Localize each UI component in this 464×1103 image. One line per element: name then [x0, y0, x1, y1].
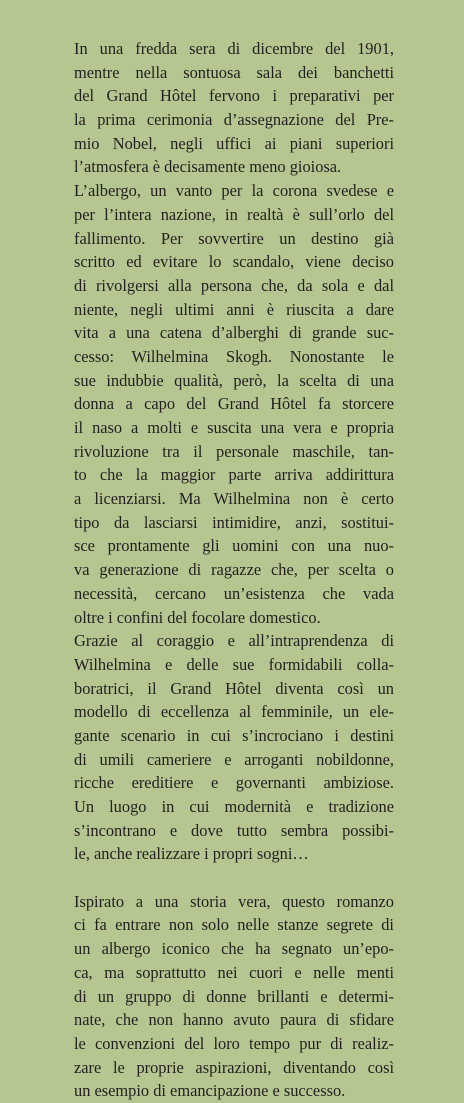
text-line: Wilhelmina e delle sue formidabili colla-	[74, 654, 394, 674]
text-line: boratrici, il Grand Hôtel diventa così un	[74, 678, 394, 698]
blurb-paragraph-1	[74, 37, 394, 866]
text-line: In una fredda sera di dicembre del 1901,	[74, 39, 394, 58]
text-line: niente, negli ultimi anni è riuscita a dare	[74, 299, 394, 319]
text-line: di un gruppo di donne brillanti e determi-	[74, 986, 394, 1006]
paragraph-spacer	[74, 866, 394, 890]
text-line: ca, ma soprattutto nei cuori e nelle menti	[74, 962, 394, 982]
text-line: Ispirato a una storia vera, questo romanzo	[74, 891, 394, 911]
text-line: le, anche realizzare i propri sogni…	[74, 844, 309, 864]
blurb-paragraph-2	[74, 890, 394, 1103]
text-line: fallimento. Per sovvertire un destino già	[74, 228, 394, 248]
text-line: L’albergo, un vanto per la corona svedese e	[74, 181, 394, 201]
text-line: to che la maggior parte arriva addirittura	[74, 465, 394, 485]
text-line: del Grand Hôtel fervono i preparativi per	[74, 86, 394, 106]
text-line: scritto ed evitare lo scandalo, viene deciso	[74, 252, 394, 272]
text-line: Un luogo in cui modernità e tradizione	[74, 797, 394, 816]
text-line: l’atmosfera è decisamente meno gioiosa.	[74, 157, 342, 177]
text-line: zare le proprie aspirazioni, diventando così	[74, 1057, 394, 1077]
text-line: s’incontrano e dove tutto sembra possibi-	[74, 820, 394, 840]
text-line: necessità, cercano un’esistenza che vada	[74, 583, 394, 603]
text-line: sce prontamente gli uomini con una nuo-	[74, 536, 394, 556]
text-line: vita a una catena d’alberghi di grande suc-	[74, 323, 394, 343]
text-line: per l’intera nazione, in realtà è sull’orlo del	[74, 204, 394, 224]
text-line: mentre nella sontuosa sala dei banchetti	[74, 62, 394, 82]
text-line: cesso: Wilhelmina Skogh. Nonostante le	[74, 346, 394, 366]
text-line: di rivolgersi alla persona che, da sola e dal	[74, 275, 394, 295]
text-line: la prima cerimonia d’assegnazione del Pre-	[74, 110, 394, 130]
text-line: donna a capo del Grand Hôtel fa storcere	[74, 394, 394, 414]
text-line: di umili cameriere e arroganti nobildonne,	[74, 749, 394, 769]
text-line: ci fa entrare non solo nelle stanze segrete di	[74, 915, 394, 935]
text-line: nate, che non hanno avuto paura di sfidare	[74, 1010, 394, 1030]
text-line: gante scenario in cui s’incrociano i destini	[74, 725, 394, 745]
text-line: modello di eccellenza al femminile, un ele-	[74, 702, 394, 722]
text-line: va generazione di ragazze che, per scelta o	[74, 560, 394, 580]
text-line: le convenzioni del loro tempo pur di realiz-	[74, 1033, 394, 1053]
text-line: oltre i confini del focolare domestico.	[74, 607, 321, 627]
text-line: mio Nobel, negli uffici ai piani superiori	[74, 133, 394, 153]
text-line: un albergo iconico che ha segnato un’epo-	[74, 939, 394, 959]
text-line: sue indubbie qualità, però, la scelta di una	[74, 370, 394, 390]
text-line: un esempio di emancipazione e successo.	[74, 1081, 346, 1101]
text-line: a licenziarsi. Ma Wilhelmina non è certo	[74, 489, 394, 509]
text-line: tipo da lasciarsi intimidire, anzi, sostitui-	[74, 512, 394, 532]
back-cover-blurb	[74, 37, 394, 1103]
text-line: ricche ereditiere e governanti ambiziose.	[74, 773, 394, 793]
text-line: il naso a molti e suscita una vera e propria	[74, 418, 394, 437]
text-line: Grazie al coraggio e all’intraprendenza di	[74, 631, 394, 651]
text-line: rivoluzione tra il personale maschile, tan-	[74, 441, 394, 461]
